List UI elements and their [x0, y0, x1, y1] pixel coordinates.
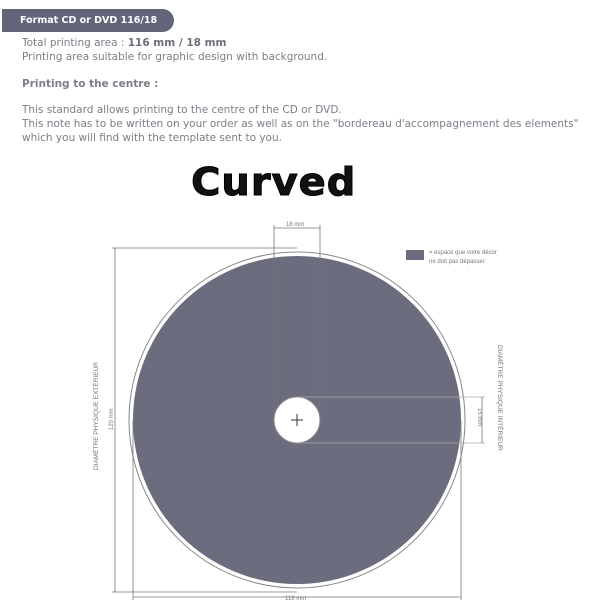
note-line-1: This standard allows printing to the centre of the CD or DVD.	[22, 104, 342, 116]
note-line-2: This note has to be written on your order as well as on the "bordereau d'accompagnement des elements"	[22, 118, 579, 130]
suitable-text: Printing area suitable for graphic design with background.	[22, 51, 328, 63]
dim-bottom-label: 116 mm	[285, 596, 307, 602]
section-title: Printing to the centre :	[22, 78, 159, 90]
format-badge: Format CD or DVD 116/18	[2, 9, 174, 32]
legend-swatch	[406, 250, 424, 260]
legend-line-2: ne doit pas dépasser	[429, 259, 485, 265]
total-label: Total printing area :	[22, 37, 128, 49]
note-line-3: which you will find with the template sent to you.	[22, 132, 282, 144]
label-left: DIAMÈTRE PHYSIQUE EXTÉRIEUR	[93, 362, 100, 470]
dim-top-label: 18 mm	[286, 222, 305, 228]
legend-line-1: = espace que votre décor	[429, 250, 497, 256]
dim-right-label: 15 mm	[476, 408, 482, 427]
dim-left-label: 120 mm	[109, 408, 115, 430]
total-value: 116 mm / 18 mm	[127, 37, 227, 49]
curved-logo: Curved	[191, 160, 357, 204]
label-right: DIAMÈTRE PHYSIQUE INTÉRIEUR	[496, 345, 503, 451]
